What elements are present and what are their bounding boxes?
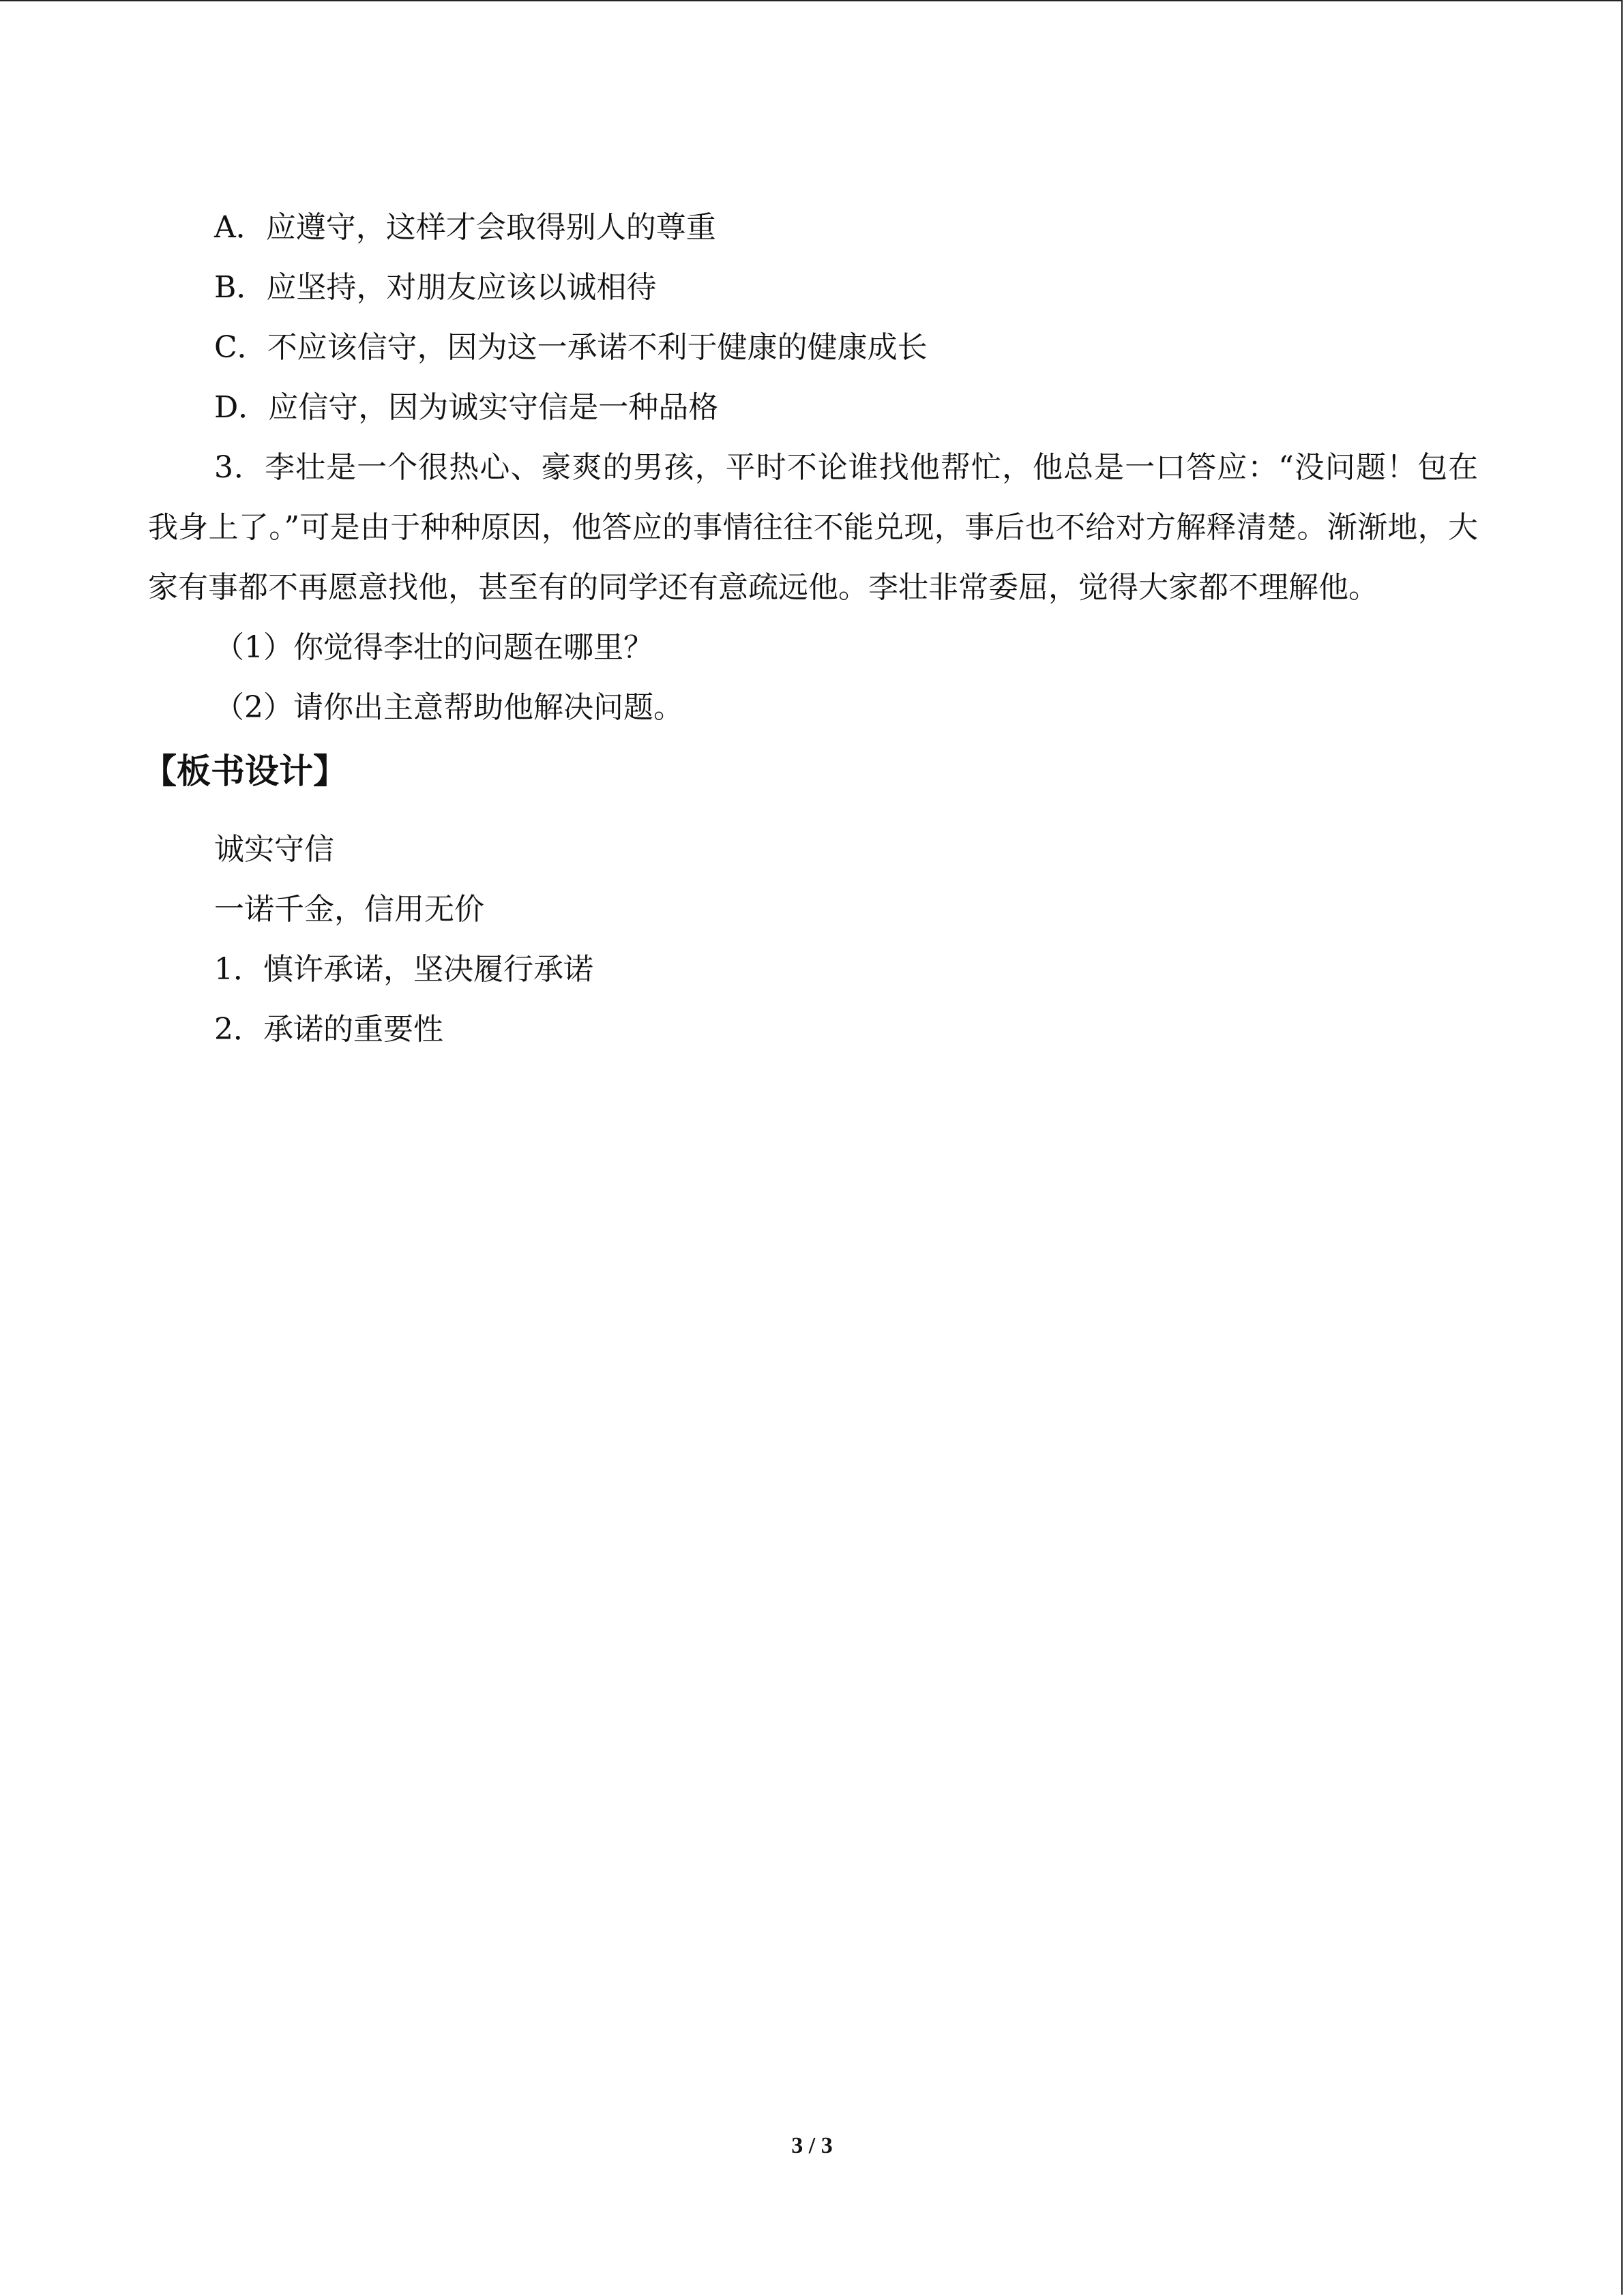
option-d: D．应信守，因为诚实守信是一种品格	[214, 390, 719, 425]
board-design-heading: 【板书设计】	[143, 751, 347, 791]
board-line-point-2: 2．承诺的重要性	[214, 1012, 443, 1047]
page-number: 3 / 3	[791, 2133, 833, 2158]
option-a: A．应遵守，这样才会取得别人的尊重	[214, 210, 716, 245]
question-3-sub-1: （1）你觉得李壮的问题在哪里？	[214, 630, 653, 665]
document-body	[143, 198, 1478, 1060]
question-3-text: 3．李壮是一个很热心、豪爽的男孩，平时不论谁找他帮忙，他总是一口答应：“没问题！包在我身上了。”可是由于种种原因，他答应的事情往往不能兑现，事后也不给对方解释清楚。渐渐地，大家有事都不再愿意找他，甚至有的同学还有意疏远他。李壮非常委屈，觉得大家都不理解他。	[148, 450, 1478, 605]
option-c: C．不应该信守，因为这一承诺不利于健康的健康成长	[214, 330, 928, 365]
board-line-motto: 一诺千金，信用无价	[214, 892, 484, 927]
question-3-sub-2: （2）请你出主意帮助他解决问题。	[214, 690, 683, 725]
board-line-title: 诚实守信	[214, 832, 334, 867]
board-line-point-1: 1．慎许承诺，坚决履行承诺	[214, 952, 593, 987]
option-b: B．应坚持，对朋友应该以诚相待	[214, 270, 657, 305]
